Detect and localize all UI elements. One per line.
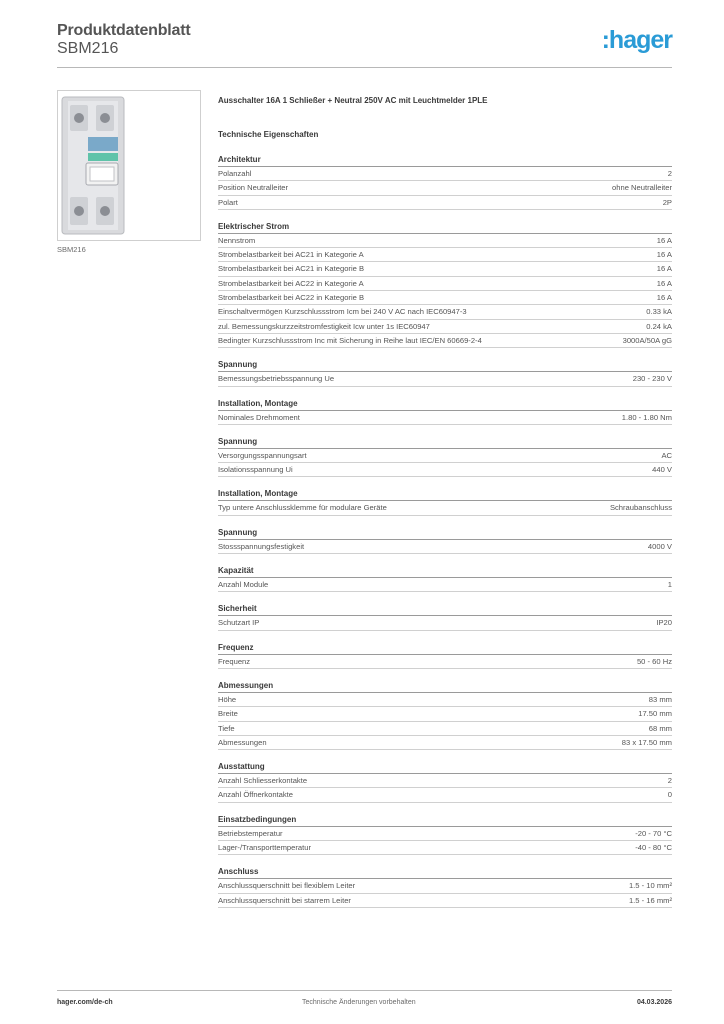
property-value: 83 x 17.50 mm bbox=[621, 737, 672, 747]
property-row bbox=[218, 616, 672, 630]
property-label: Anzahl Schliesserkontakte bbox=[218, 776, 308, 786]
property-value: 3000A/50A gG bbox=[622, 335, 672, 345]
property-row bbox=[218, 277, 672, 291]
property-label: Höhe bbox=[218, 694, 237, 704]
property-row bbox=[218, 501, 672, 515]
product-code: SBM216 bbox=[57, 40, 119, 57]
property-row bbox=[218, 463, 672, 477]
property-group bbox=[218, 680, 672, 750]
property-label: Betriebstemperatur bbox=[218, 828, 283, 838]
property-row bbox=[218, 449, 672, 463]
property-row bbox=[218, 736, 672, 750]
property-value: 0.33 kA bbox=[646, 307, 672, 317]
group-title: Einsatzbedingungen bbox=[218, 814, 672, 827]
group-title: Installation, Montage bbox=[218, 488, 672, 501]
property-value: 1.5 - 16 mm² bbox=[628, 895, 672, 905]
group-title: Architektur bbox=[218, 154, 672, 167]
property-row bbox=[218, 894, 672, 908]
property-row bbox=[218, 788, 672, 802]
property-label: Tiefe bbox=[218, 723, 235, 733]
group-title: Kapazität bbox=[218, 565, 672, 578]
property-value: 440 V bbox=[652, 465, 672, 475]
property-label: Bedingter Kurzschlussstrom Inc mit Sicherung in Reihe laut IEC/EN 60669-2-4 bbox=[218, 335, 482, 345]
document-title: Produktdatenblatt bbox=[57, 22, 191, 39]
property-row bbox=[218, 334, 672, 348]
property-value: 2P bbox=[662, 197, 672, 207]
property-label: Strombelastbarkeit bei AC21 in Kategorie A bbox=[218, 250, 364, 260]
property-label: Nominales Drehmoment bbox=[218, 412, 300, 422]
property-row bbox=[218, 262, 672, 276]
property-label: Abmessungen bbox=[218, 737, 267, 747]
property-group bbox=[218, 359, 672, 386]
footer-disclaimer: Technische Änderungen vorbehalten bbox=[302, 999, 416, 1006]
property-row bbox=[218, 879, 672, 893]
property-label: Strombelastbarkeit bei AC22 in Kategorie B bbox=[218, 293, 365, 303]
property-label: Nennstrom bbox=[218, 235, 256, 245]
property-group bbox=[218, 761, 672, 803]
property-value: 50 - 60 Hz bbox=[636, 656, 672, 666]
property-row bbox=[218, 320, 672, 334]
property-value: 16 A bbox=[656, 235, 672, 245]
property-label: Polanzahl bbox=[218, 169, 252, 178]
page-header bbox=[57, 20, 672, 68]
property-label: Stossspannungsfestigkeit bbox=[218, 541, 305, 551]
group-title: Spannung bbox=[218, 436, 672, 449]
circuit-breaker-icon bbox=[58, 91, 200, 240]
property-group bbox=[218, 154, 672, 210]
property-label: Einschaltvermögen Kurzschlussstrom Icm bei 240 V AC nach IEC60947-3 bbox=[218, 307, 467, 317]
property-value: AC bbox=[661, 450, 672, 460]
property-label: Typ untere Anschlussklemme für modulare Geräte bbox=[218, 503, 387, 513]
property-value: 16 A bbox=[656, 293, 672, 303]
property-row bbox=[218, 693, 672, 707]
property-label: Strombelastbarkeit bei AC22 in Kategorie A bbox=[218, 278, 364, 288]
property-value: 16 A bbox=[656, 264, 672, 274]
property-row bbox=[218, 827, 672, 841]
property-row bbox=[218, 707, 672, 721]
property-value: -40 - 80 °C bbox=[635, 843, 672, 853]
property-label: Anzahl Module bbox=[218, 580, 269, 590]
property-value: IP20 bbox=[656, 618, 672, 628]
property-group bbox=[218, 221, 672, 348]
property-value: ohne Neutralleiter bbox=[612, 183, 672, 193]
property-row bbox=[218, 540, 672, 554]
property-row bbox=[218, 167, 672, 181]
property-value: 4000 V bbox=[647, 541, 672, 551]
property-value: Schraubanschluss bbox=[609, 503, 672, 513]
group-title: Spannung bbox=[218, 527, 672, 540]
property-row bbox=[218, 841, 672, 855]
property-label: Frequenz bbox=[218, 656, 251, 666]
group-title: Anschluss bbox=[218, 866, 672, 879]
property-value: 83 mm bbox=[648, 694, 672, 704]
property-row bbox=[218, 234, 672, 248]
property-row bbox=[218, 578, 672, 592]
property-row bbox=[218, 248, 672, 262]
property-value: 1.5 - 10 mm² bbox=[628, 881, 672, 891]
property-label: Position Neutralleiter bbox=[218, 183, 289, 193]
property-row bbox=[218, 655, 672, 669]
property-group bbox=[218, 565, 672, 592]
group-title: Elektrischer Strom bbox=[218, 221, 672, 234]
property-label: Anschlussquerschnitt bei flexiblem Leiter bbox=[218, 881, 356, 891]
property-value: 0.24 kA bbox=[646, 321, 672, 331]
property-group bbox=[218, 488, 672, 515]
property-value: 17.50 mm bbox=[638, 709, 672, 719]
product-image bbox=[57, 90, 201, 241]
property-label: Anschlussquerschnitt bei starrem Leiter bbox=[218, 895, 351, 905]
property-group bbox=[218, 436, 672, 478]
property-groups bbox=[218, 154, 672, 908]
image-caption: SBM216 bbox=[57, 245, 86, 254]
property-value: 2 bbox=[667, 776, 672, 786]
property-value: 68 mm bbox=[648, 723, 672, 733]
group-title: Ausstattung bbox=[218, 761, 672, 774]
property-row bbox=[218, 196, 672, 210]
property-group bbox=[218, 642, 672, 669]
property-value: -20 - 70 °C bbox=[635, 828, 672, 838]
property-row bbox=[218, 411, 672, 425]
property-group bbox=[218, 603, 672, 630]
group-title: Spannung bbox=[218, 359, 672, 372]
property-label: Schutzart IP bbox=[218, 618, 260, 628]
property-label: zul. Bemessungskurzzeitstromfestigkeit Icw unter 1s IEC60947 bbox=[218, 321, 430, 331]
property-group bbox=[218, 814, 672, 856]
property-label: Bemessungsbetriebsspannung Ue bbox=[218, 374, 335, 384]
property-row bbox=[218, 181, 672, 195]
property-row bbox=[218, 372, 672, 386]
property-value: 16 A bbox=[656, 278, 672, 288]
group-title: Abmessungen bbox=[218, 680, 672, 693]
property-row bbox=[218, 305, 672, 319]
section-heading: Technische Eigenschaften bbox=[218, 130, 319, 139]
property-row bbox=[218, 722, 672, 736]
property-row bbox=[218, 774, 672, 788]
hager-logo: :hager bbox=[601, 26, 672, 54]
property-label: Versorgungsspannungsart bbox=[218, 450, 307, 460]
property-value: 0 bbox=[667, 790, 672, 800]
property-label: Lager-/Transporttemperatur bbox=[218, 843, 311, 853]
product-title: Ausschalter 16A 1 Schließer + Neutral 250V AC mit Leuchtmelder 1PLE bbox=[218, 96, 488, 105]
property-value: 16 A bbox=[656, 250, 672, 260]
property-label: Breite bbox=[218, 709, 238, 719]
product-details bbox=[218, 96, 672, 919]
property-label: Anzahl Öffnerkontakte bbox=[218, 790, 293, 800]
property-value: 2 bbox=[667, 169, 672, 178]
property-value: 230 - 230 V bbox=[632, 374, 672, 384]
page-footer bbox=[57, 990, 672, 1014]
property-group bbox=[218, 398, 672, 425]
footer-date: 04.03.2026 bbox=[636, 999, 672, 1006]
group-title: Installation, Montage bbox=[218, 398, 672, 411]
property-label: Isolationsspannung Ui bbox=[218, 465, 293, 475]
property-group bbox=[218, 866, 672, 908]
group-title: Sicherheit bbox=[218, 603, 672, 616]
property-row bbox=[218, 291, 672, 305]
property-label: Strombelastbarkeit bei AC21 in Kategorie B bbox=[218, 264, 365, 274]
property-label: Polart bbox=[218, 197, 238, 207]
property-value: 1 bbox=[667, 580, 672, 590]
property-value: 1.80 - 1.80 Nm bbox=[621, 412, 672, 422]
footer-website-link[interactable]: hager.com/de-ch bbox=[57, 999, 113, 1006]
property-group bbox=[218, 527, 672, 554]
group-title: Frequenz bbox=[218, 642, 672, 655]
